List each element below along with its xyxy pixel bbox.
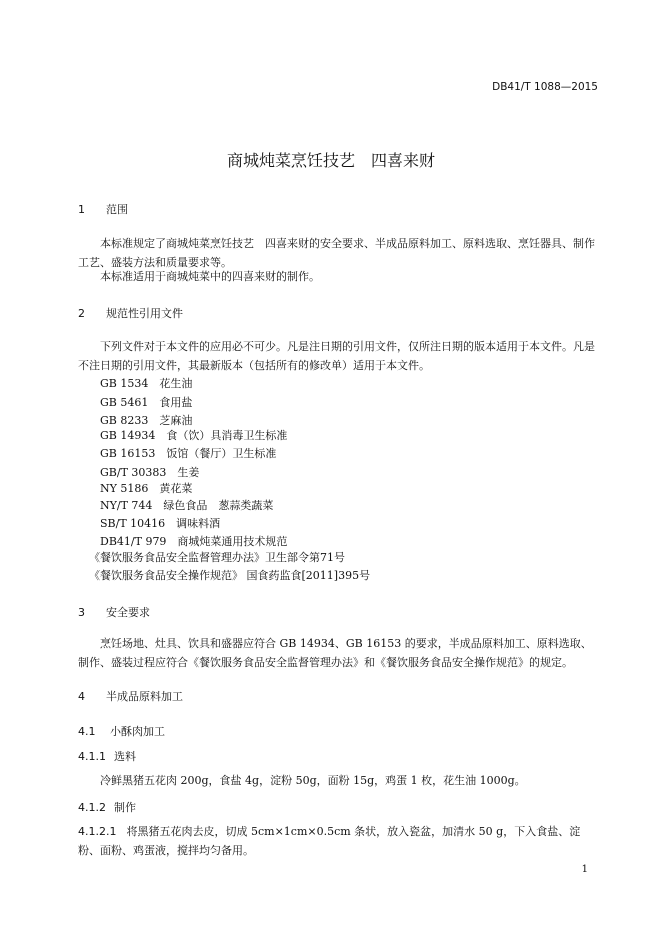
reference-item: NY 5186 黄花菜 [100, 482, 193, 495]
reference-item: GB/T 30383 生姜 [100, 466, 200, 479]
clause-text: 将黑猪五花肉去皮，切成 5cm×1cm×0.5cm 条状，放入瓷盆，加清水 50 g，下入食盐、淀粉、面粉、鸡蛋液，搅拌均匀备用。 [78, 825, 581, 857]
section-title: 范围 [106, 203, 128, 216]
section-heading-4-1-2 [78, 799, 136, 815]
section-heading-1 [78, 201, 128, 217]
clause-number: 4.1.2.1 [78, 825, 117, 838]
section-title: 安全要求 [106, 606, 150, 619]
scope-applicability: 本标准适用于商城炖菜中的四喜来财的制作。 [100, 270, 320, 283]
reference-item: GB 5461 食用盐 [100, 396, 193, 409]
section-heading-4 [78, 688, 183, 704]
section-number: 3 [78, 606, 85, 619]
section-heading-2 [78, 305, 183, 321]
section-number: 4.1.1 [78, 750, 106, 763]
reference-item: DB41/T 979 商城炖菜通用技术规范 [100, 535, 288, 548]
section-title: 小酥肉加工 [110, 725, 165, 738]
section-heading-4-1 [78, 723, 165, 739]
section-title: 半成品原料加工 [106, 690, 183, 703]
procedure-paragraph [78, 822, 602, 860]
reference-item: NY/T 744 绿色食品 葱蒜类蔬菜 [100, 499, 274, 512]
references-intro: 下列文件对于本文件的应用必不可少。凡是注日期的引用文件，仅所注日期的版本适用于本文件。凡是不注日期的引用文件，其最新版本（包括所有的修改单）适用于本文件。 [78, 340, 595, 372]
section-number: 4.1.2 [78, 801, 106, 814]
section-number: 2 [78, 307, 85, 320]
scope-paragraph: 本标准规定了商城炖菜烹饪技艺 四喜来财的安全要求、半成品原料加工、原料选取、烹饪器具、制作工艺、盛装方法和质量要求等。 [78, 237, 595, 269]
reference-item: GB 1534 花生油 [100, 377, 193, 390]
reference-item: GB 16153 饭馆（餐厅）卫生标准 [100, 447, 277, 460]
page-number: 1 [581, 864, 588, 875]
ingredients-paragraph: 冷鲜黑猪五花肉 200g，食盐 4g，淀粉 50g，面粉 15g，鸡蛋 1 枚，花生油 1000g。 [100, 774, 526, 787]
section-heading-3 [78, 604, 150, 620]
page-title: 商城炖菜烹饪技艺 四喜来财 [226, 151, 435, 170]
document-number: DB41/T 1088—2015 [492, 81, 598, 93]
reference-item: GB 14934 食（饮）具消毒卫生标准 [100, 429, 288, 442]
reference-item: GB 8233 芝麻油 [100, 414, 193, 427]
section-title: 规范性引用文件 [106, 307, 183, 320]
section-title: 选料 [114, 750, 136, 763]
reference-item: SB/T 10416 调味料酒 [100, 517, 221, 530]
section-title: 制作 [114, 801, 136, 814]
section-number: 4.1 [78, 725, 96, 738]
reference-item: 《餐饮服务食品安全监督管理办法》卫生部令第71号 [89, 551, 345, 564]
reference-item: 《餐饮服务食品安全操作规范》 国食药监食[2011]395号 [89, 569, 371, 582]
section-number: 4 [78, 690, 85, 703]
section-heading-4-1-1 [78, 748, 136, 764]
safety-paragraph: 烹饪场地、灶具、饮具和盛器应符合 GB 14934、GB 16153 的要求，半成品原料加工、原料选取、制作、盛装过程应符合《餐饮服务食品安全监督管理办法》和《餐饮服务食品安全操作规范》的规定。 [78, 637, 592, 669]
section-number: 1 [78, 203, 85, 216]
